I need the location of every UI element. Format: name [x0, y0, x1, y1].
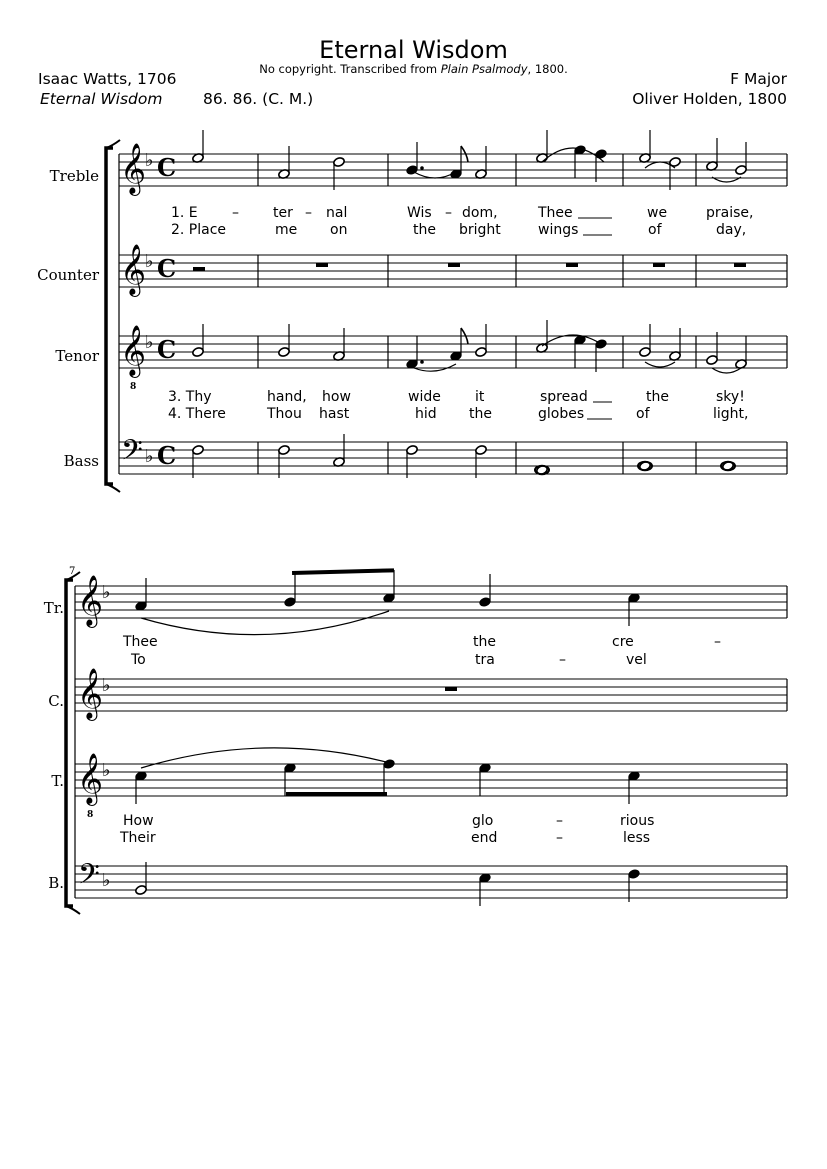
lyric: Thou [267, 406, 302, 422]
bass-clef-icon: 𝄢 [78, 858, 100, 898]
lyric: of [636, 406, 650, 422]
common-time-icon: C [157, 153, 177, 182]
lyric: the [646, 389, 669, 405]
meter: 86. 86. (C. M.) [203, 90, 314, 108]
treble-clef-icon: 𝄞 [77, 575, 104, 626]
dot [420, 360, 424, 364]
lyric: less [623, 830, 651, 846]
lyric: 3. Thy [168, 389, 212, 405]
note-head [628, 869, 641, 880]
treble-clef-icon: 𝄞 [77, 668, 104, 719]
note-head [639, 347, 652, 358]
copyright-prefix: No copyright. Transcribed from [259, 62, 441, 76]
lyric: – [556, 830, 563, 846]
lyric: – [305, 205, 312, 221]
copyright-source: Plain Psalmody [440, 62, 528, 76]
part-label-t: T. [51, 772, 64, 790]
lyric: sky! [716, 389, 745, 405]
lyric: 4. There [168, 406, 226, 422]
lyric: – [714, 634, 721, 650]
slur [141, 748, 386, 768]
flat-icon: ♭ [145, 150, 154, 171]
lyric: dom, [462, 205, 498, 221]
key-signature-label: F Major [730, 70, 787, 88]
lyric: the [413, 222, 436, 238]
note-head [192, 445, 205, 456]
lyric: me [275, 222, 298, 238]
lyric: we [647, 205, 668, 221]
rest [448, 263, 460, 267]
poet-credit: Isaac Watts, 1706 [38, 70, 177, 88]
rest [445, 687, 457, 691]
flat-icon: ♭ [102, 675, 111, 696]
part-label-counter: Counter [37, 266, 99, 284]
lyric: vel [626, 652, 647, 668]
note-head [475, 445, 488, 456]
lyric: hast [319, 406, 350, 422]
lyric: wide [408, 389, 441, 405]
system-bracket [66, 580, 73, 906]
lyric: cre [612, 634, 634, 650]
lyric: it [475, 389, 485, 405]
note-head [383, 759, 396, 770]
lyric: light, [713, 406, 749, 422]
lyric: tra [475, 652, 495, 668]
note-head [406, 445, 419, 456]
rest [566, 263, 578, 267]
note-head [192, 347, 205, 358]
note-head [475, 347, 488, 358]
lyric: nal [326, 205, 348, 221]
slur [542, 148, 604, 162]
octave-mark: 8 [87, 810, 94, 820]
flat-icon: ♭ [102, 870, 111, 891]
common-time-icon: C [157, 254, 177, 283]
flat-icon: ♭ [145, 251, 154, 272]
flat-icon: ♭ [102, 760, 111, 781]
lyric: end [471, 830, 498, 846]
flat-icon: ♭ [102, 582, 111, 603]
lyric: – [556, 813, 563, 829]
system-bracket [106, 148, 113, 484]
note-head [333, 157, 346, 168]
beam [286, 792, 387, 796]
note-head [479, 597, 492, 608]
lyric: spread [540, 389, 588, 405]
lyric: wings [538, 222, 579, 238]
lyric: globes [538, 406, 585, 422]
note-head [595, 149, 608, 160]
part-label-tenor: Tenor [55, 347, 99, 365]
lyric: – [559, 652, 566, 668]
slur [645, 362, 675, 367]
part-label-b: B. [48, 874, 64, 892]
rest [193, 267, 205, 271]
slur [141, 611, 389, 635]
measure-number: 7 [69, 566, 76, 577]
lyric: – [445, 205, 452, 221]
lyric: on [330, 222, 348, 238]
dot [420, 166, 424, 170]
tune-name: Eternal Wisdom [40, 90, 163, 108]
slur [414, 172, 456, 178]
lyric: hand, [267, 389, 307, 405]
treble-clef-icon: 𝄞 [120, 325, 147, 376]
lyric: praise, [706, 205, 754, 221]
lyric: rious [620, 813, 655, 829]
lyric: hid [415, 406, 437, 422]
common-time-icon: C [157, 441, 177, 470]
note-head [278, 347, 291, 358]
note-head [135, 885, 148, 896]
copyright-suffix: , 1800. [527, 62, 568, 76]
rest [653, 263, 665, 267]
note-head [284, 597, 297, 608]
lyric: Thee [123, 634, 158, 650]
treble-clef-icon: 𝄞 [120, 244, 147, 295]
common-time-icon: C [157, 335, 177, 364]
octave-mark: 8 [130, 382, 137, 392]
flat-icon: ♭ [145, 446, 154, 467]
beam [292, 568, 394, 575]
lyric: the [469, 406, 492, 422]
lyric: To [131, 652, 146, 668]
lyric: Wis [407, 205, 432, 221]
page-title: Eternal Wisdom [319, 36, 508, 64]
part-label-treble: Treble [49, 167, 99, 185]
lyric: the [473, 634, 496, 650]
treble-clef-icon: 𝄞 [77, 753, 104, 804]
note-head [278, 445, 291, 456]
flat-icon: ♭ [145, 332, 154, 353]
part-label-c: C. [48, 692, 64, 710]
lyric: glo [472, 813, 494, 829]
note-head [669, 157, 682, 168]
lyric: How [123, 813, 154, 829]
lyric: Thee [538, 205, 573, 221]
lyric: – [232, 205, 239, 221]
note-head [735, 165, 748, 176]
composer-credit: Oliver Holden, 1800 [632, 90, 787, 108]
lyric: day, [716, 222, 747, 238]
treble-clef-icon: 𝄞 [120, 143, 147, 194]
rest [316, 263, 328, 267]
lyric: ter [273, 205, 293, 221]
lyric: of [648, 222, 662, 238]
lyric: 1. E [171, 205, 198, 221]
lyric: bright [459, 222, 501, 238]
note-head [706, 355, 719, 366]
part-label-bass: Bass [63, 452, 99, 470]
slur [712, 368, 741, 373]
rest [734, 263, 746, 267]
part-label-tr: Tr. [43, 599, 64, 617]
lyric: 2. Place [171, 222, 227, 238]
lyric: Their [120, 830, 156, 846]
bass-clef-icon: 𝄢 [121, 434, 143, 474]
lyric: how [322, 389, 351, 405]
